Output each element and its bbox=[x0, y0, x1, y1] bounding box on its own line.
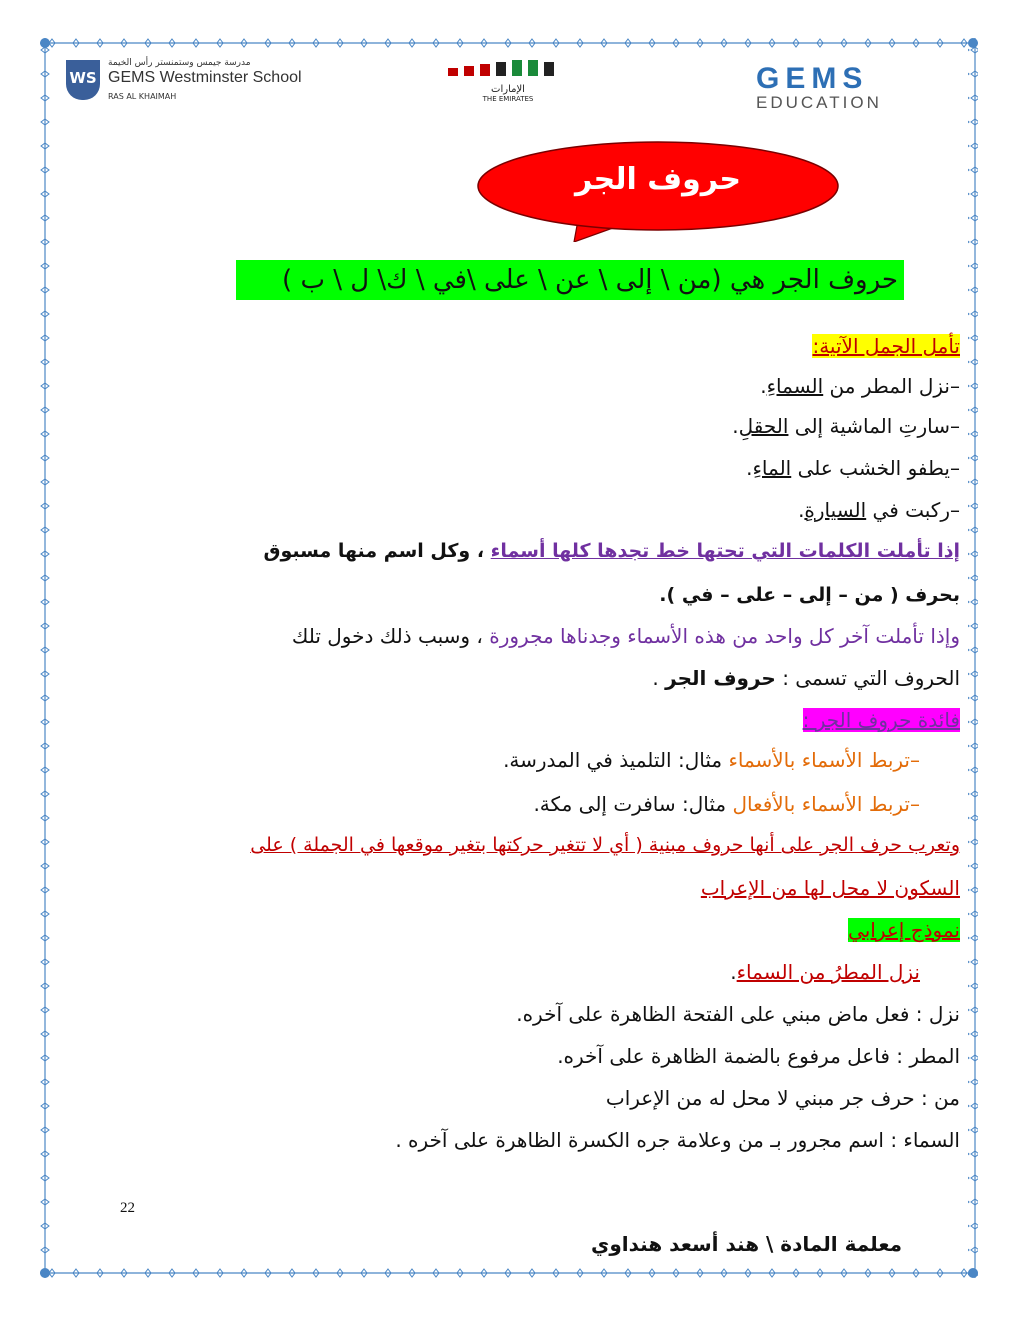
model-line-3: من : حرف جر مبني لا محل له من الإعراب bbox=[605, 1086, 960, 1110]
example-sentence-1: –نزل المطر من السماءِ. bbox=[760, 374, 960, 398]
benefit-item-2: –تربط الأسماء بالأفعال مثال: سافرت إلى مكة. bbox=[533, 792, 920, 816]
definition-line bbox=[236, 260, 904, 300]
underlined-noun: السيارةِ bbox=[804, 498, 867, 522]
definition-text: حروف الجر هي (من \ إلى \ عن \ على \في \ ك\ ل \ ب ) bbox=[282, 265, 898, 295]
ws-shield-icon: WS bbox=[66, 60, 100, 100]
school-location: RAS AL KHAIMAH bbox=[108, 92, 177, 101]
model-line-1: نزل : فعل ماض مبني على الفتحة الظاهرة على آخره. bbox=[516, 1002, 960, 1026]
gems-westminster-logo bbox=[66, 58, 316, 108]
benefit-heading-row bbox=[803, 708, 960, 732]
example-sentence-4: –ركبت في السيارةِ. bbox=[798, 498, 960, 522]
model-sentence: نزل المطرُ من السماء. bbox=[730, 960, 920, 984]
observation-purple-text: وإذا تأملت آخر كل واحد من هذه الأسماء وجدناها مجرورة bbox=[489, 624, 960, 648]
observation-line-3: وإذا تأملت آخر كل واحد من هذه الأسماء وجدناها مجرورة ، وسبب ذلك دخول تلك bbox=[291, 624, 960, 648]
term-huruf-al-jar: حروف الجر bbox=[665, 666, 776, 690]
underlined-noun: الحقلِ bbox=[738, 414, 789, 438]
observation-highlight: إذا تأملت الكلمات التي تحتها خط تجدها كلها أسماء bbox=[490, 540, 960, 562]
examples-heading: تأمل الجمل الآتية: bbox=[812, 334, 960, 358]
school-name: GEMS Westminster School bbox=[108, 69, 302, 86]
parsing-rule-line-2: السكون لا محل لها من الإعراب bbox=[700, 876, 960, 900]
page-title: حروف الجر bbox=[574, 162, 742, 197]
emirates-stripes-icon bbox=[446, 60, 570, 80]
observation-line-1: إذا تأملت الكلمات التي تحتها خط تجدها كلها أسماء ، وكل اسم منها مسبوق bbox=[263, 540, 960, 562]
emirates-arabic-text: الإمارات bbox=[491, 84, 525, 95]
benefit-item-1: –تربط الأسماء بالأسماء مثال: التلميذ في المدرسة. bbox=[503, 748, 920, 772]
gems-logo-text: GEMS bbox=[756, 62, 869, 95]
example-sentence-2: –سارتِ الماشية إلى الحقلِ. bbox=[732, 414, 960, 438]
page-number: 22 bbox=[120, 1200, 135, 1216]
underlined-noun: الماءِ bbox=[752, 456, 792, 480]
emirates-english-text: THE EMIRATES bbox=[482, 95, 534, 103]
example-sentence-3: –يطفو الخشب على الماءِ. bbox=[746, 456, 960, 480]
underlined-noun: السماءِ bbox=[766, 374, 824, 398]
gems-education-logo bbox=[756, 64, 956, 110]
school-arabic-name: مدرسة جيمس وستمنستر رأس الخيمة bbox=[108, 58, 251, 68]
observation-line-4: الحروف التي تسمى : حروف الجر . bbox=[652, 666, 960, 690]
teacher-signature: معلمة المادة \ هند أسعد هنداوي bbox=[591, 1232, 902, 1256]
model-heading-row bbox=[848, 918, 960, 942]
model-line-2: المطر : فاعل مرفوع بالضمة الظاهرة على آخره. bbox=[557, 1044, 960, 1068]
examples-heading-row bbox=[812, 334, 960, 358]
observation-line-2: بحرف ( من – إلى – على – في ). bbox=[659, 584, 960, 606]
benefit-heading: فائدة حروف الجر : bbox=[802, 708, 960, 732]
model-heading: نموذج إعرابي bbox=[848, 918, 960, 942]
parsing-rule-line-1: وتعرب حرف الجر على أنها حروف مبنية ( أي لا تتغير حركتها بتغير موقعها في الجملة ) على bbox=[250, 834, 960, 856]
education-text: EDUCATION bbox=[756, 93, 882, 112]
emirates-logo bbox=[446, 60, 570, 103]
model-line-4: السماء : اسم مجرور بـ من وعلامة جره الكسرة الظاهرة على آخره . bbox=[395, 1128, 960, 1152]
